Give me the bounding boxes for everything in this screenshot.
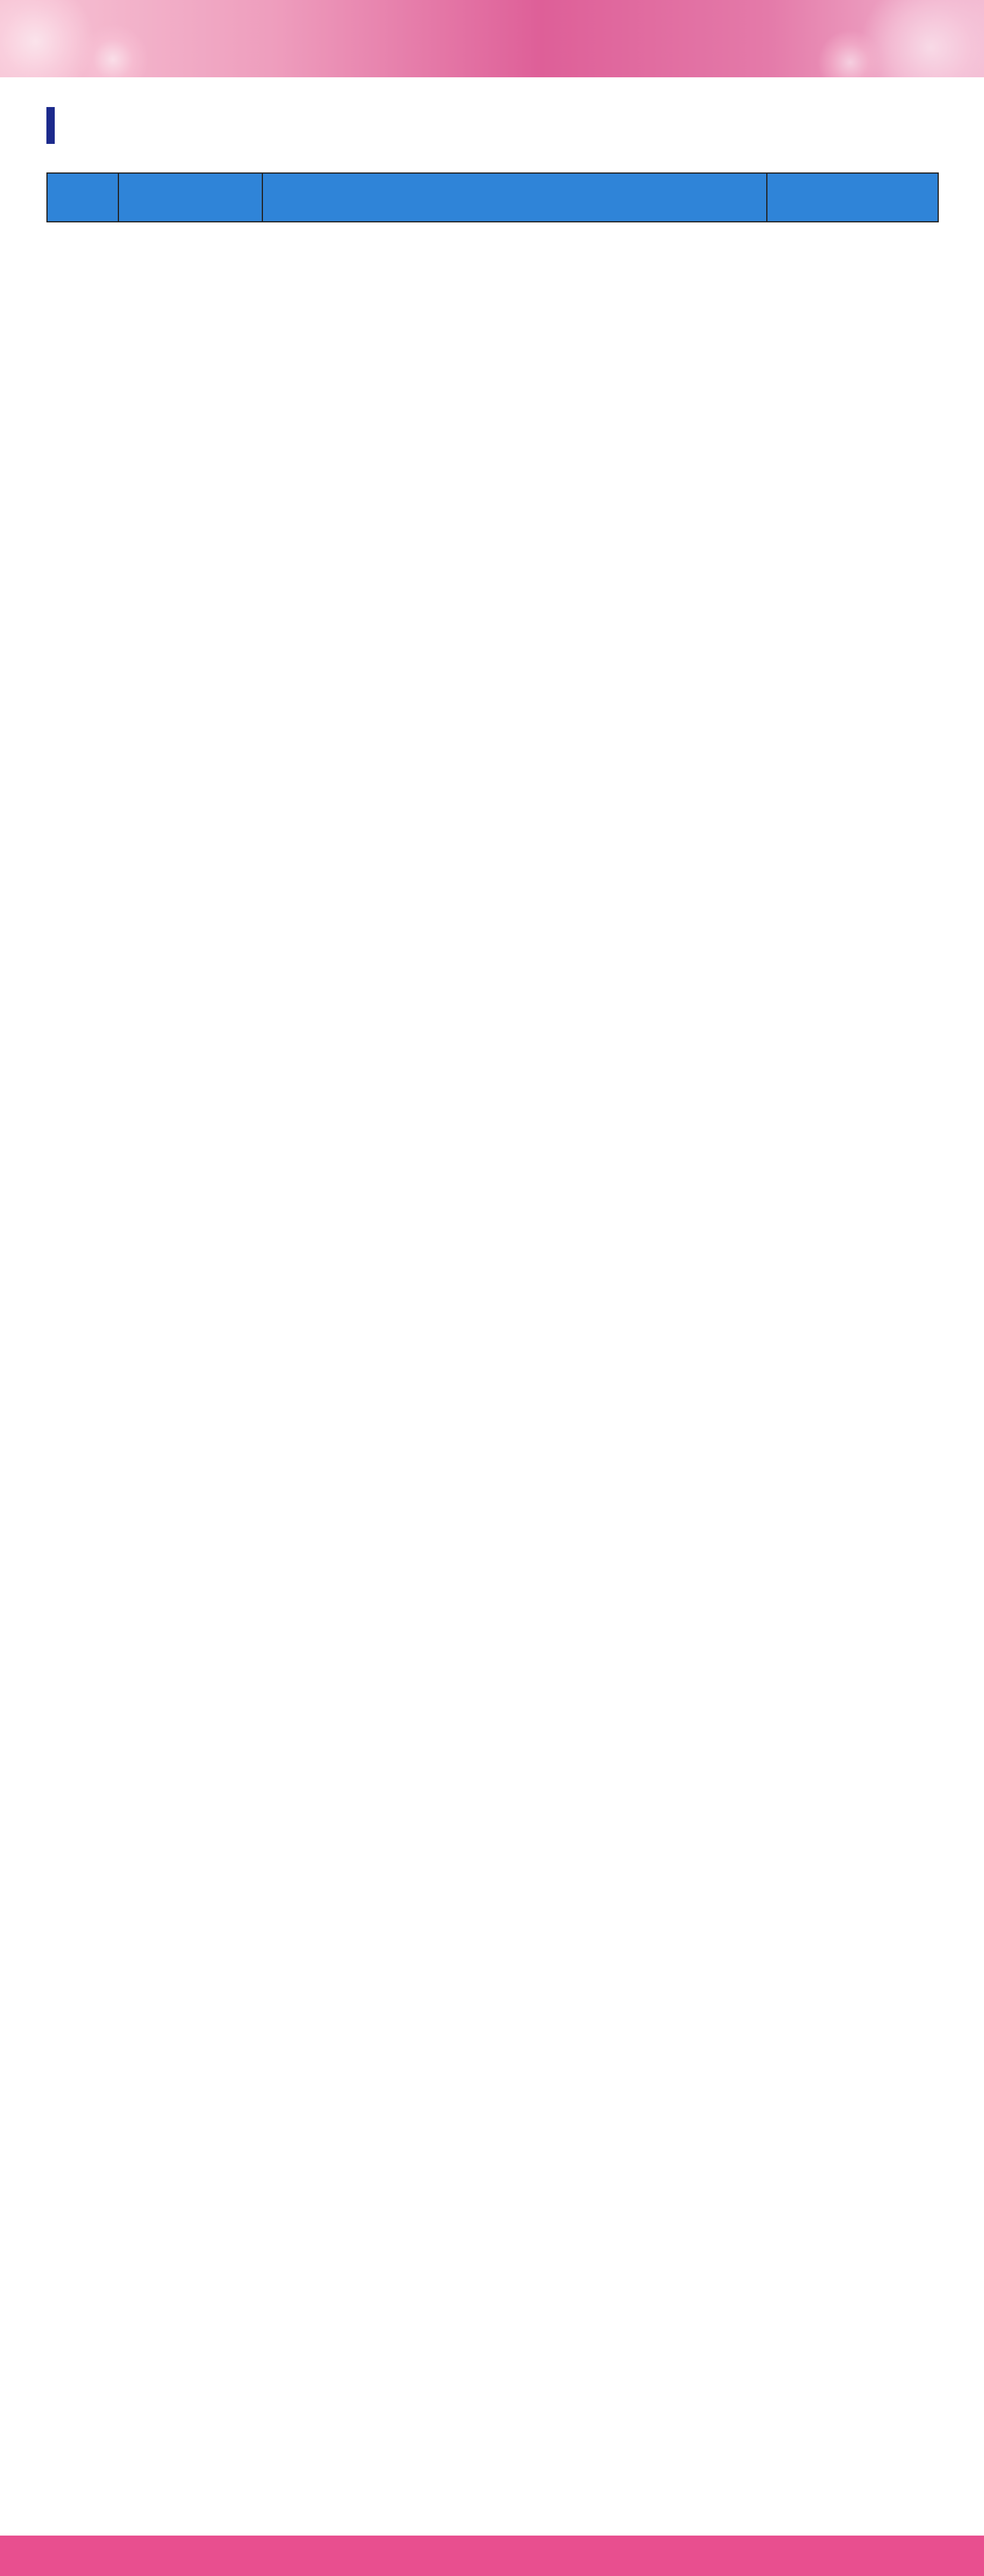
table-header-row <box>47 173 938 222</box>
header-banner <box>0 0 984 77</box>
section-header <box>46 106 463 147</box>
section-accent-bar <box>46 107 55 144</box>
header-content <box>262 173 767 222</box>
schedule-table <box>46 172 939 222</box>
header-host <box>767 173 938 222</box>
footer-bar <box>0 2536 984 2576</box>
header-date <box>47 173 118 222</box>
header-time <box>118 173 262 222</box>
